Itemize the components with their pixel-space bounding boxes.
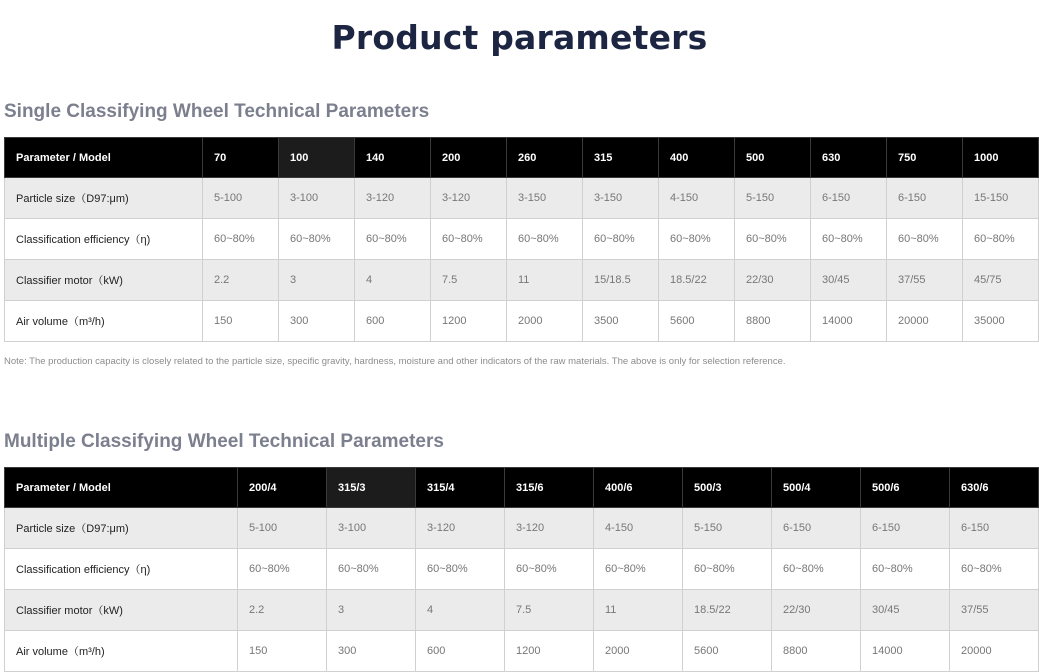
table-cell: 3-120	[505, 508, 594, 549]
table-cell: 6-150	[811, 178, 887, 219]
table-cell: 3500	[583, 301, 659, 342]
table-cell: 2.2	[238, 590, 327, 631]
row-label: Particle size（D97:μm)	[5, 508, 238, 549]
table-cell: 4	[355, 260, 431, 301]
table-cell: 7.5	[431, 260, 507, 301]
table-cell: 60~80%	[811, 219, 887, 260]
table-cell: 3-120	[355, 178, 431, 219]
row-label: Classifier motor（kW)	[5, 260, 203, 301]
table-cell: 22/30	[735, 260, 811, 301]
table-cell: 150	[203, 301, 279, 342]
table-cell: 60~80%	[659, 219, 735, 260]
table-cell: 5-100	[203, 178, 279, 219]
table-cell: 60~80%	[327, 549, 416, 590]
table-row	[5, 260, 1039, 301]
header-model: 140	[355, 138, 431, 178]
table-row	[5, 219, 1039, 260]
table-cell: 150	[238, 631, 327, 672]
multi-wheel-section-title: Multiple Classifying Wheel Technical Parameters	[4, 431, 444, 452]
table-cell: 15-150	[963, 178, 1039, 219]
table-cell: 300	[327, 631, 416, 672]
table-cell: 60~80%	[416, 549, 505, 590]
table-cell: 18.5/22	[659, 260, 735, 301]
table-cell: 3-100	[327, 508, 416, 549]
table-cell: 3-100	[279, 178, 355, 219]
table-cell: 37/55	[887, 260, 963, 301]
table-cell: 2000	[594, 631, 683, 672]
table-cell: 60~80%	[238, 549, 327, 590]
table-row	[5, 590, 1039, 631]
table-cell: 3-120	[416, 508, 505, 549]
table-cell: 37/55	[950, 590, 1039, 631]
table-cell: 3	[327, 590, 416, 631]
table-cell: 2000	[507, 301, 583, 342]
table-cell: 30/45	[861, 590, 950, 631]
selection-note: Note: The production capacity is closely related to the particle size, specific gravity, hardness, moisture and other indicators of the raw materials. The above is only for selection reference.	[4, 356, 786, 367]
table-cell: 60~80%	[861, 549, 950, 590]
table-cell: 5600	[659, 301, 735, 342]
table-cell: 60~80%	[772, 549, 861, 590]
table-cell: 8800	[735, 301, 811, 342]
table-cell: 5-150	[735, 178, 811, 219]
header-model: 750	[887, 138, 963, 178]
table-cell: 60~80%	[583, 219, 659, 260]
header-model: 630/6	[950, 468, 1039, 508]
table-row	[5, 549, 1039, 590]
table-cell: 60~80%	[355, 219, 431, 260]
header-model: 200	[431, 138, 507, 178]
table-cell: 18.5/22	[683, 590, 772, 631]
table-cell: 5600	[683, 631, 772, 672]
table-cell: 60~80%	[950, 549, 1039, 590]
header-model: 500	[735, 138, 811, 178]
table-cell: 5-100	[238, 508, 327, 549]
row-label: Classifier motor（kW)	[5, 590, 238, 631]
header-model: 200/4	[238, 468, 327, 508]
table-cell: 6-150	[772, 508, 861, 549]
table-cell: 600	[355, 301, 431, 342]
table-cell: 5-150	[683, 508, 772, 549]
table-cell: 14000	[861, 631, 950, 672]
header-model: 315/6	[505, 468, 594, 508]
table-cell: 22/30	[772, 590, 861, 631]
table-cell: 4-150	[594, 508, 683, 549]
table-cell: 60~80%	[507, 219, 583, 260]
row-label: Classification efficiency（η)	[5, 549, 238, 590]
header-parameter-model: Parameter / Model	[5, 468, 238, 508]
table-cell: 15/18.5	[583, 260, 659, 301]
table-cell: 60~80%	[963, 219, 1039, 260]
table-cell: 14000	[811, 301, 887, 342]
single-wheel-params-table	[4, 137, 1039, 342]
row-label: Air volume（m³/h)	[5, 631, 238, 672]
page-title: Product parameters	[331, 18, 708, 57]
table-cell: 7.5	[505, 590, 594, 631]
table-cell: 4-150	[659, 178, 735, 219]
row-label: Particle size（D97:μm)	[5, 178, 203, 219]
table-cell: 60~80%	[683, 549, 772, 590]
table-cell: 11	[594, 590, 683, 631]
header-model: 70	[203, 138, 279, 178]
table-row	[5, 631, 1039, 672]
table-cell: 35000	[963, 301, 1039, 342]
header-model: 400/6	[594, 468, 683, 508]
table-cell: 3	[279, 260, 355, 301]
header-model: 400	[659, 138, 735, 178]
table-cell: 60~80%	[735, 219, 811, 260]
header-model: 500/3	[683, 468, 772, 508]
table-row	[5, 508, 1039, 549]
table-cell: 30/45	[811, 260, 887, 301]
table-cell: 3-150	[507, 178, 583, 219]
table-header-row	[5, 468, 1039, 508]
table-row	[5, 178, 1039, 219]
header-model: 315	[583, 138, 659, 178]
table-cell: 60~80%	[279, 219, 355, 260]
header-model: 500/6	[861, 468, 950, 508]
table-cell: 60~80%	[594, 549, 683, 590]
table-header-row	[5, 138, 1039, 178]
table-cell: 60~80%	[887, 219, 963, 260]
row-label: Classification efficiency（η)	[5, 219, 203, 260]
table-cell: 1200	[431, 301, 507, 342]
multi-wheel-params-table	[4, 467, 1039, 672]
table-cell: 300	[279, 301, 355, 342]
table-cell: 2.2	[203, 260, 279, 301]
table-cell: 1200	[505, 631, 594, 672]
table-cell: 4	[416, 590, 505, 631]
header-model: 315/4	[416, 468, 505, 508]
table-cell: 20000	[950, 631, 1039, 672]
header-model: 500/4	[772, 468, 861, 508]
table-cell: 60~80%	[431, 219, 507, 260]
row-label: Air volume（m³/h)	[5, 301, 203, 342]
header-model: 315/3	[327, 468, 416, 508]
single-wheel-section-title: Single Classifying Wheel Technical Parameters	[4, 101, 430, 122]
table-cell: 6-150	[950, 508, 1039, 549]
table-cell: 45/75	[963, 260, 1039, 301]
table-cell: 60~80%	[203, 219, 279, 260]
header-model: 630	[811, 138, 887, 178]
table-cell: 8800	[772, 631, 861, 672]
table-cell: 11	[507, 260, 583, 301]
table-cell: 3-120	[431, 178, 507, 219]
header-model: 1000	[963, 138, 1039, 178]
table-cell: 60~80%	[505, 549, 594, 590]
table-cell: 600	[416, 631, 505, 672]
table-cell: 3-150	[583, 178, 659, 219]
table-cell: 6-150	[861, 508, 950, 549]
header-model: 260	[507, 138, 583, 178]
header-model: 100	[279, 138, 355, 178]
header-parameter-model: Parameter / Model	[5, 138, 203, 178]
table-cell: 20000	[887, 301, 963, 342]
table-cell: 6-150	[887, 178, 963, 219]
table-row	[5, 301, 1039, 342]
